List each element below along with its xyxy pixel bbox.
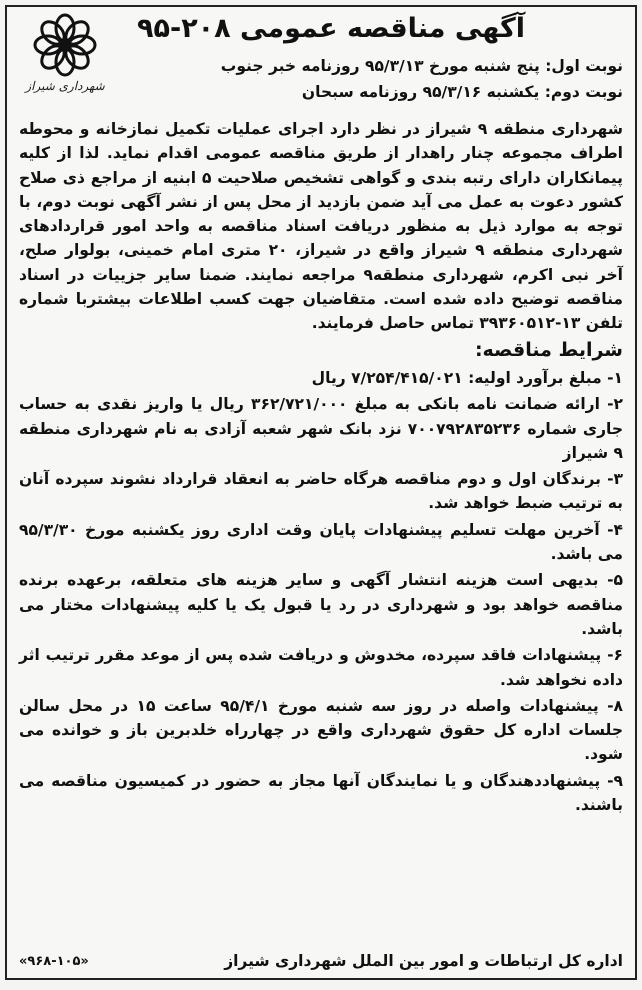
notice-page <box>5 5 637 980</box>
condition-item: ۳- برندگان اول و دوم مناقصه هرگاه حاضر به انعقاد قرارداد نشوند سپرده آنان به ترتیب ضبط خواهد شد. <box>19 470 623 513</box>
condition-item: ۹- پیشنهاددهندگان و یا نمایندگان آنها مجاز به حضور در کمیسیون مناقصه می باشند. <box>19 771 623 815</box>
notice-title: آگهی مناقصه عمومی ۲۰۸-۹۵ <box>137 13 525 44</box>
header <box>7 7 635 117</box>
condition-item: ۶- پیشنهادات فاقد سپرده، مخدوش و دریافت شده پس از موعد مقرر ترتیب اثر داده نخواهد شد. <box>19 646 623 689</box>
footer-office: اداره کل ارتباطات و امور بین الملل شهرداری شیراز <box>224 952 623 970</box>
flower-emblem-icon <box>15 13 115 77</box>
condition-item: ۱- مبلغ برآورد اولیه: ۷/۲۵۴/۴۱۵/۰۲۱ ریال <box>311 368 623 387</box>
shiraz-municipality-logo <box>15 13 115 113</box>
notice-body <box>7 117 635 817</box>
condition-item: ۸- پیشنهادات واصله در روز سه شنبه مورخ ۹۵/۴/۱ ساعت ۱۵ در محل سالن جلسات اداره کل حقوق شهرداری واقع در چهارراه خلدبرین باز و خوانده می شود. <box>19 696 624 764</box>
intro-paragraph: شهرداری منطقه ۹ شیراز در نظر دارد اجرای عملیات تکمیل نمازخانه و محوطه اطراف مجموعه چنار راهدار از طریق مناقصه عمومی اقدام نماید. لذا از کلیه پیمانکاران دارای رتبه بندی و گواهی تشخیص صلاحیت ۵ ابنیه از مراجع ذی صلاح کشور دعوت به عمل می آید ضمن بازدید از محل پس از نشر آگهی نوبت دوم، با توجه به موارد ذیل به منظور دریافت اسناد مناقصه به واحد امور قراردادهای شهرداری منطقه ۹ شیراز واقع در شیراز، ۲۰ متری امام خمینی، بولوار صلح، آخر نبی اکرم، شهرداری منطقه۹ مراجعه نمایند. ضمنا سایر جزییات در اسناد مناقصه توضیح داده شده است. متقاضیان جهت کسب اطلاعات بیشتربا شماره تلفن ۱۳-۳۹۳۶۰۵۱۲ تماس حاصل فرمایند. <box>19 120 624 333</box>
first-publication: نوبت اول: پنج شنبه مورخ ۹۵/۳/۱۳ روزنامه خبر جنوب <box>220 57 623 75</box>
condition-item: ۴- آخرین مهلت تسلیم پیشنهادات پایان وقت اداری روز یکشنبه مورخ ۹۵/۳/۳۰ می باشد. <box>19 520 623 564</box>
condition-item: ۲- ارائه ضمانت نامه بانکی به مبلغ ۳۶۲/۷۲۱/۰۰۰ ریال یا واریز نقدی به حساب جاری شماره ۷۰۰۷۹۲۸۳۵۲۳۶ نزد بانک شهر شعبه آزادی به نام شهرداری منطقه ۹ شیراز <box>19 395 624 462</box>
second-publication: نوبت دوم: یکشنبه ۹۵/۳/۱۶ روزنامه سبحان <box>301 83 623 101</box>
condition-item: ۵- بدیهی است هزینه انتشار آگهی و سایر هزینه های متعلقه، برعهده برنده مناقصه خواهد بود و شهرداری در رد یا قبول یک یا کلیه پیشنهادات مختار می باشد. <box>19 571 623 638</box>
footer-code: «۹۶۸-۱۰۵» <box>19 953 89 969</box>
logo-caption: شهرداری شیراز <box>25 79 105 93</box>
footer <box>19 952 623 970</box>
conditions-title: شرایط مناقصه: <box>474 338 623 361</box>
